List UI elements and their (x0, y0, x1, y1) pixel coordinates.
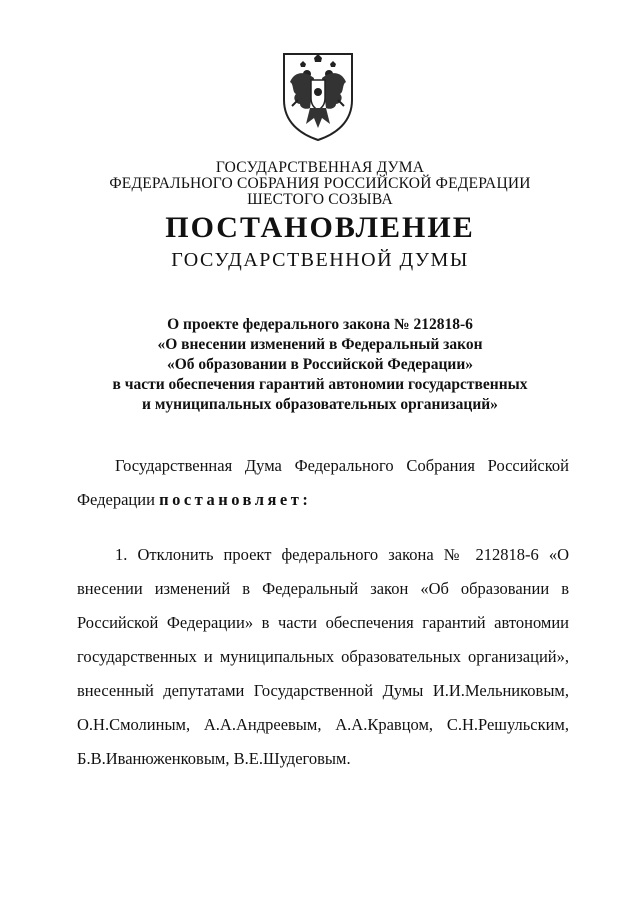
org-line: ФЕДЕРАЛЬНОГО СОБРАНИЯ РОССИЙСКОЙ ФЕДЕРАЦИИ (109, 175, 531, 192)
org-line: ШЕСТОГО СОЗЫВА (247, 191, 393, 208)
intro-line-start: Федерации (77, 490, 155, 509)
item-text: 1. Отклонить проект федерального закона № 212818-6 «О внесении изменений в Федеральный закон «Об образовании в Российской Федерации» в части обеспечения гарантий автономии государственных и муниципальных образовательных организаций», внесенный депутатами Государственной Думы И.И.Мельниковым, О.Н.Смолиным, А.А.Андреевым, А.А.Кравцом, С.Н.Решульским, Б.В.Иванюженковым, В.Е.Шудеговым. (77, 545, 569, 768)
subject-line: в части обеспечения гарантий автономии государственных (112, 376, 528, 393)
subject-line: «О внесении изменений в Федеральный закон (157, 336, 483, 353)
subject-line: О проекте федерального закона № 212818-6 (167, 316, 473, 333)
coat-of-arms-emblem (270, 48, 366, 144)
subject-line: «Об образовании в Российской Федерации» (166, 356, 474, 373)
resolution-item-1 (77, 538, 569, 776)
subject-line: и муниципальных образовательных организаций» (142, 396, 498, 413)
intro-paragraph (77, 449, 569, 517)
document-type-title: ПОСТАНОВЛЕНИЕ (165, 211, 475, 244)
document-type-subtitle: ГОСУДАРСТВЕННОЙ ДУМЫ (171, 249, 469, 271)
document-subject (0, 315, 640, 415)
intro-line: Государственная Дума Федерального Собрания Российской (115, 456, 569, 475)
resolution-verb: постановляет: (159, 490, 312, 509)
org-header (0, 160, 640, 208)
org-line: ГОСУДАРСТВЕННАЯ ДУМА (215, 159, 425, 176)
